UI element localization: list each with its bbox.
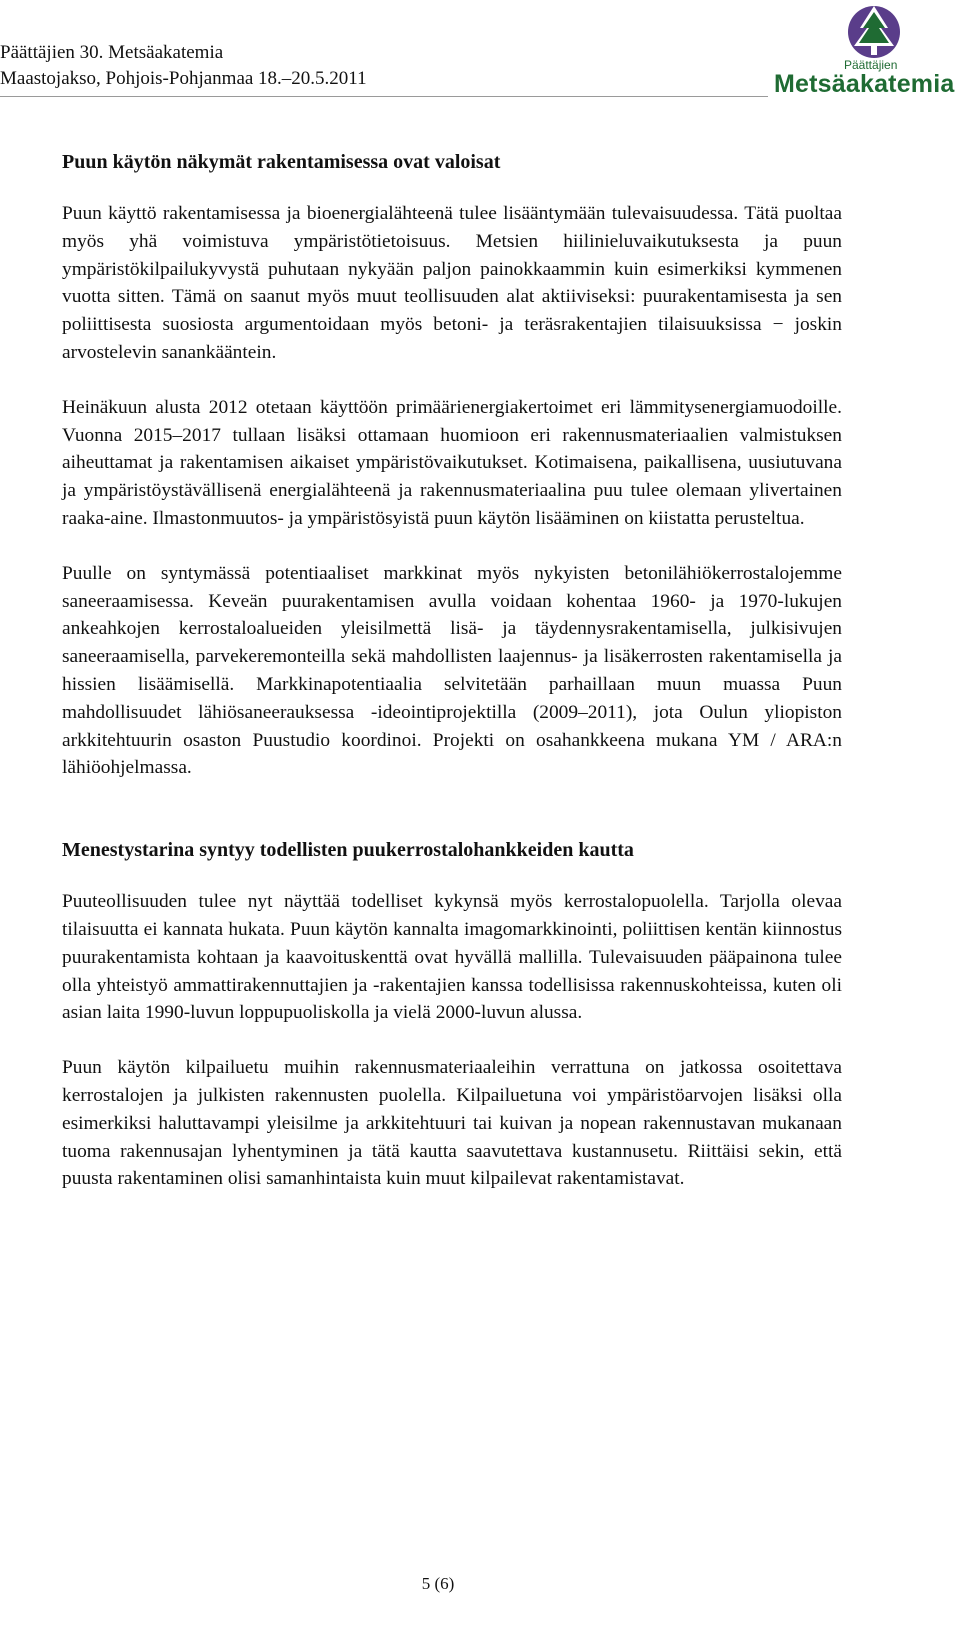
- section-1-paragraph-1: Puun käyttö rakentamisessa ja bioenergialähteenä tulee lisääntymään tulevaisuudessa. Tätä puoltaa myös yhä voimistuva ympäristötietoisuus. Metsien hiilinieluvaikutuksesta ja puun ympäristökilpailukyvystä puhutaan nykyään paljon painokkaammin kuin esimerkiksi kymmenen vuotta sitten. Tämä on saanut myös muut teollisuuden alat aktiiviseksi: puurakentamisesta ja sen poliittisesta suosiosta argumentoidaan myös betoni- ja teräsrakentajien tilaisuuksissa − joskin arvostelevin sanankääntein.: [62, 203, 842, 363]
- header-line-1: Päättäjien 30. Metsäakatemia: [0, 42, 224, 63]
- page-number: 5 (6): [421, 1574, 455, 1593]
- document-body: [62, 148, 842, 1193]
- tree-compass-logo-icon: [828, 2, 918, 64]
- metsaakatemia-logo: [770, 0, 960, 100]
- section-2-paragraph-1: Puuteollisuuden tulee nyt näyttää todelliset kykynsä myös kerrostalopuolella. Tarjolla olevaa tilaisuutta ei kannata hukata. Puun käytön kannalta imagomarkkinointi, poliittisen kentän kiinnostus puurakentamista kohtaan ja kaavoituskenttä ovat hyvällä mallilla. Tulevaisuuden pääpainona tulee olla yhteistyö ammattirakennuttajien ja -rakentajien kanssa todellisissa rakennuskohteissa, kuten oli asian laita 1990-luvun loppupuoliskolla ja vielä 2000-luvun alussa.: [62, 891, 842, 1024]
- document-header: [0, 40, 560, 92]
- header-divider: [0, 96, 768, 97]
- header-line-2: Maastojakso, Pohjois-Pohjanmaa 18.–20.5.2011: [0, 68, 367, 89]
- section-2-heading: Menestystarina syntyy todellisten puukerrostalohankkeiden kautta: [62, 839, 634, 862]
- logo-name: Metsäakatemia: [774, 70, 955, 98]
- section-1-paragraph-2: Heinäkuun alusta 2012 otetaan käyttöön primäärienergiakertoimet eri lämmitysenergiamuodoille. Vuonna 2015–2017 tullaan lisäksi ottamaan huomioon eri rakennusmateriaalien valmistuksen aiheuttamat ja rakentamisen aikaiset ympäristövaikutukset. Kotimaisena, paikallisena, uusiutuvana ja ympäristöystävällisenä energialähteenä ja rakennusmateriaalina puu tulee olemaan ylivertainen raaka-aine. Ilmastonmuutos- ja ympäristösyistä puun käytön lisääminen on kiistatta perusteltua.: [62, 396, 842, 529]
- section-2-paragraph-2: Puun käytön kilpailuetu muihin rakennusmateriaaleihin verrattuna on jatkossa osoitettava kerrostalojen ja julkisten rakennusten puolella. Kilpailuetuna voi ympäristöarvojen lisäksi olla esimerkiksi haluttavampi yleisilme ja arkkitehtuuri tai kuivan ja nopean rakennustavan mukanaan tuoma rakennusajan lyhentyminen ja tätä kautta saavutettava kustannusetu. Riittäisi sekin, että puusta rakentaminen olisi samanhintaista kuin muut kilpailevat rakentamistavat.: [62, 1057, 842, 1190]
- section-1-heading: Puun käytön näkymät rakentamisessa ovat valoisat: [62, 151, 501, 173]
- logo-small-text: Päättäjien: [844, 58, 898, 72]
- section-1-paragraph-3: Puulle on syntymässä potentiaaliset markkinat myös nykyisten betonilähiökerrostalojemme saneeraamisessa. Keveän puurakentamisen avulla voidaan kohentaa 1960- ja 1970-lukujen ankeahkojen kerrostaloalueiden yleisilmettä lisä- ja täydennysrakentamisella, julkisivujen saneeraamisella, parvekeremonteilla sekä mahdollisten laajennus- ja lisäkerrosten rakentamisella ja hissien lisäämisellä. Markkinapotentiaalia selvitetään parhaillaan muun muassa Puun mahdollisuudet lähiösaneerauksessa -ideointiprojektilla (2009–2011), jota Oulun yliopiston arkkitehtuurin osaston Puustudio koordinoi. Projekti on osahankkeena mukana YM / ARA:n lähiöohjelmassa.: [62, 562, 842, 779]
